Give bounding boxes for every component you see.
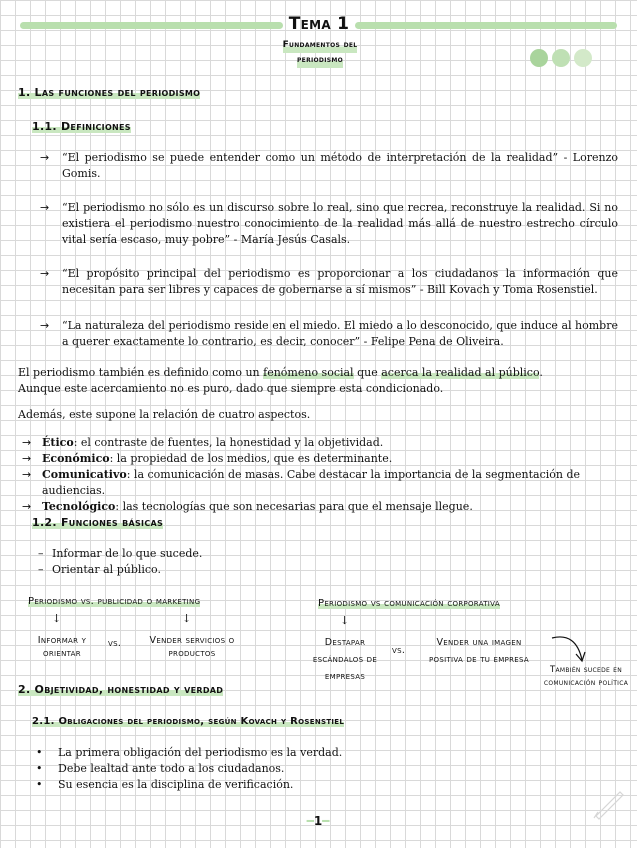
aspect-desc: : la comunicación de masas. Cabe destacar la importancia de la segmentación de audiencias. (42, 468, 581, 497)
aspect-term: Ético (42, 436, 74, 449)
para1-highlight-acerca: acerca la realidad al público (381, 366, 540, 379)
decor-dot-1 (530, 49, 548, 67)
arrow-down-icon: ↓ (182, 612, 192, 625)
aspect-comunicativo (22, 467, 622, 499)
subsection-1-1-heading: 1.1. Definiciones (32, 120, 131, 133)
quote-gomis: → “El periodismo se puede entender como un método de interpretación de la realidad” - Lorenzo Gomis. (18, 150, 618, 182)
aspect-tecnologico (22, 499, 622, 515)
diagram-right-title: Periodismo vs comunicación corporativa (318, 598, 500, 609)
arrow-down-icon: ↓ (52, 612, 62, 625)
list-item: • Su esencia es la disciplina de verificación. (36, 777, 436, 793)
diagram-note: También sucede en comunicación política (543, 665, 629, 688)
definitions-list (18, 150, 618, 350)
page-title: Tema 1 (288, 14, 350, 34)
page-number-value: 1 (313, 814, 323, 828)
header-bar-left (20, 22, 283, 29)
aspect-etico (22, 435, 622, 451)
quote-pena: → “La naturaleza del periodismo reside en el miedo. El miedo a lo desconocido, que induce al hombre a querer exactamente lo contrario, es decir, conocer” - Felipe Pena de Oliveira. (18, 318, 618, 350)
header-bar-right (355, 22, 617, 29)
obligations-list (36, 745, 436, 793)
diagram-right-vs: vs. (392, 645, 406, 656)
aspect-desc: : las tecnologías que son necesarias para que el mensaje llegue. (115, 500, 473, 513)
section-1-heading: 1. Las funciones del periodismo (18, 86, 201, 99)
diagram-right-a: Destapar escándalos de empresas (312, 637, 378, 682)
section-2-heading: 2. Objetividad, honestidad y verdad (18, 683, 224, 696)
para1-pre: El periodismo también es definido como un (18, 366, 264, 379)
list-item: – Orientar al público. (38, 562, 338, 578)
diagram-left-title: Periodismo vs. publicidad o marketing (28, 596, 201, 607)
aspects-list (22, 435, 622, 515)
para1-post: . Aunque este acercamiento no es puro, dado que siempre esta condicionado. (18, 366, 543, 395)
para1-mid: que (353, 366, 382, 379)
page-number (298, 814, 338, 828)
aspects-intro: Además, este supone la relación de cuatro aspectos. (18, 408, 311, 421)
definition-paragraph (18, 365, 578, 397)
pen-watermark-icon (592, 786, 626, 820)
decor-dot-3 (574, 49, 592, 67)
aspect-term: Económico (42, 452, 110, 465)
list-item: • La primera obligación del periodismo es la verdad. (36, 745, 436, 761)
basic-functions-list (38, 546, 338, 578)
aspect-desc: : la propiedad de los medios, que es determinante. (109, 452, 393, 465)
para1-highlight-fenomeno: fenómeno social (263, 366, 354, 379)
subtitle-line-2: periodismo (297, 53, 343, 68)
footer-dash-left: ━ (306, 814, 314, 828)
diagram-left-b: Vender servicios o productos (149, 635, 235, 659)
list-item: • Debe lealtad ante todo a los ciudadanos. (36, 761, 436, 777)
subtitle-line-1: Fundamentos del (283, 38, 358, 53)
aspect-term: Tecnológico (42, 500, 116, 513)
diagram-left-vs: vs. (108, 638, 122, 649)
diagram-right-b: Vender una imagen positiva de tu empresa (429, 637, 529, 665)
quote-kovach: → “El propósito principal del periodismo es proporcionar a los ciudadanos la información que necesitan para ser libres y capaces de gobernarse a sí mismos” - Bill Kovach y Toma Rosenstiel. (18, 266, 618, 298)
aspect-economico (22, 451, 622, 467)
aspect-term: Comunicativo (42, 468, 127, 481)
subsection-1-2-heading: 1.2. Funciones básicas (32, 516, 164, 529)
footer-dash-right: ━ (322, 814, 330, 828)
curved-arrow-icon (548, 632, 588, 666)
subsection-2-1-heading: 2.1. Obligaciones del periodismo, según Kovach y Rosenstiel (32, 716, 345, 727)
list-item: – Informar de lo que sucede. (38, 546, 338, 562)
diagram-left-a: Informar y orientar (37, 635, 87, 659)
decor-dot-2 (552, 49, 570, 67)
quote-casals: → “El periodismo no sólo es un discurso sobre lo real, sino que recrea, reconstruye la realidad. Si no existiera el periodismo nuestro conocimiento de la realidad más allá de nuestro estrecho círculo vital sería escaso, muy pobre” - María Jesús Casals. (18, 200, 618, 248)
page-subtitle (250, 38, 390, 68)
arrow-down-icon: ↓ (340, 614, 350, 627)
aspect-desc: : el contraste de fuentes, la honestidad y la objetividad. (73, 436, 384, 449)
